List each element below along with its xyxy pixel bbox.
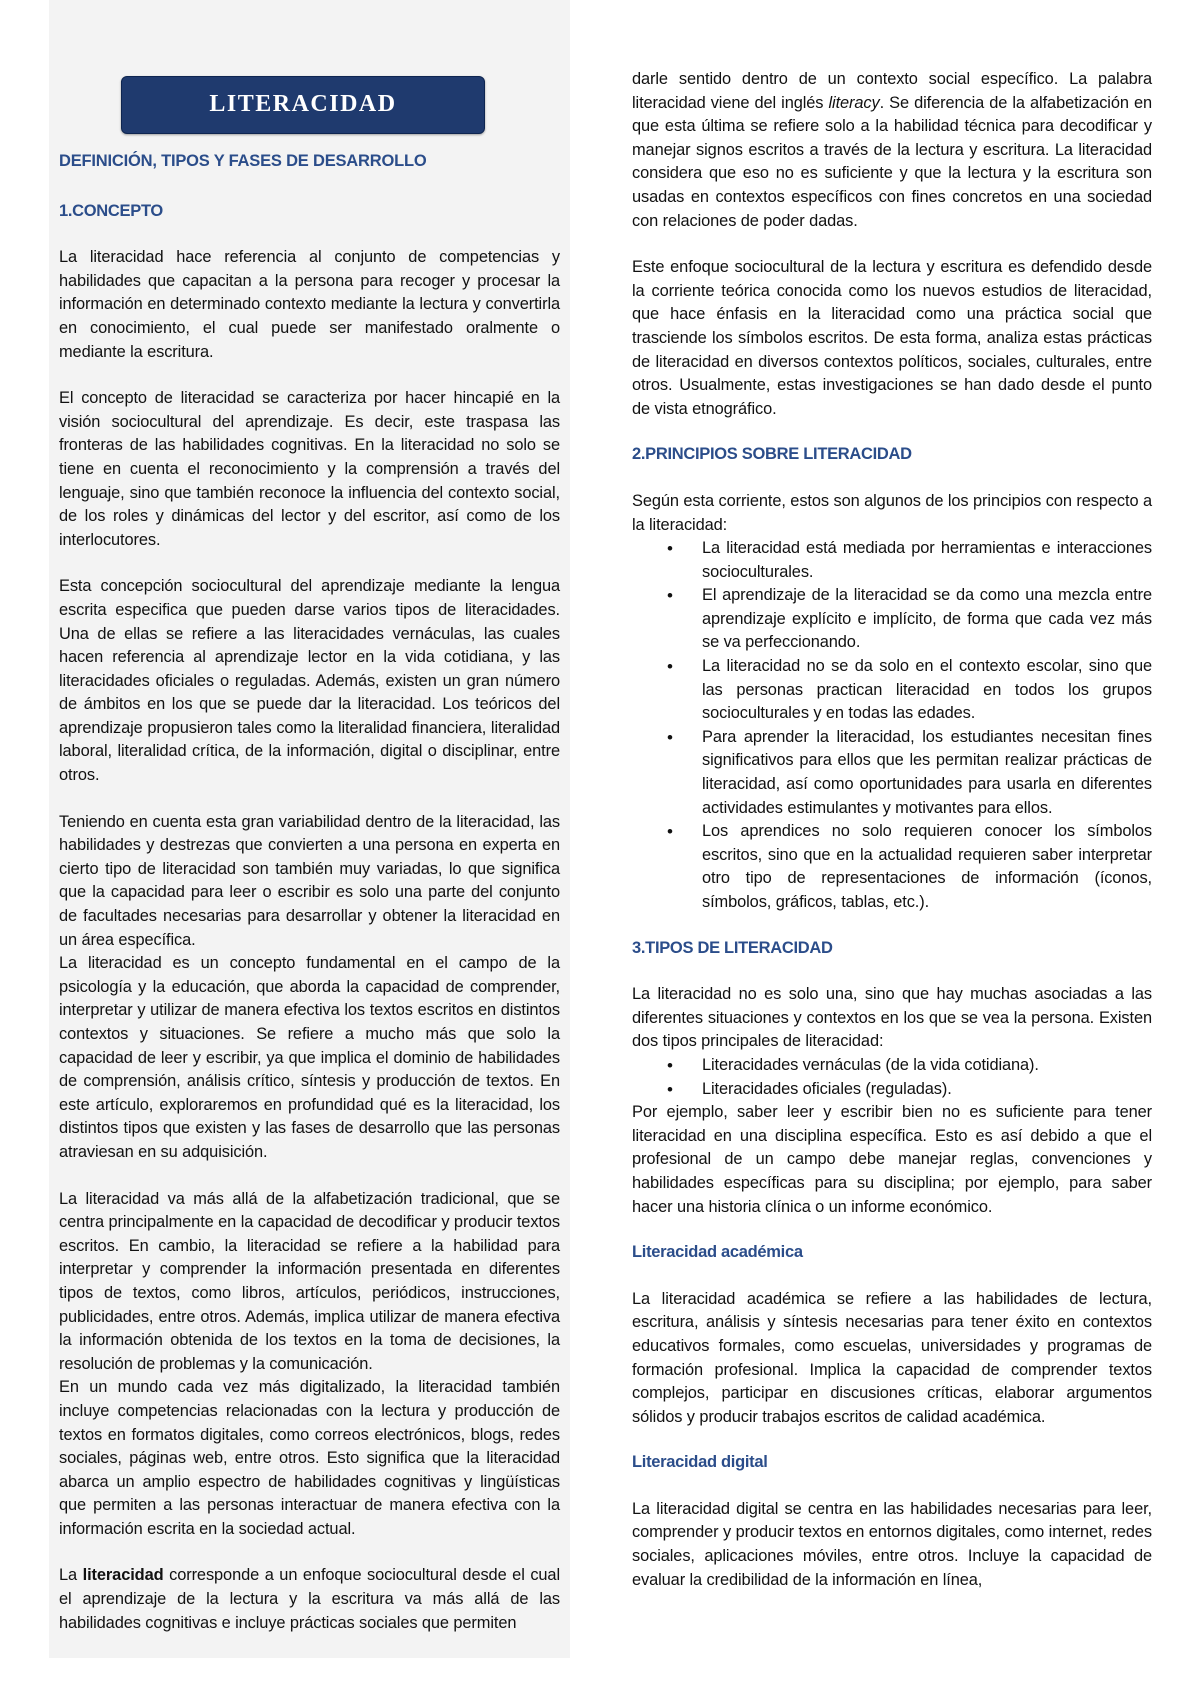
section-heading-tipos: 3.TIPOS DE LITERACIDAD: [632, 938, 833, 957]
text-run: corresponde a un enfoque sociocultural desde el cual el aprendizaje de la lectura y la escritura va más allá de las habilidades cognitivas e incluye prácticas sociales que permiten: [59, 1566, 560, 1632]
list-item: • El aprendizaje de la literacidad se da como una mezcla entre aprendizaje explícito e implícito, de forma que cada vez más se va perfeccionando.: [702, 584, 1152, 655]
list-item: • Literacidades vernáculas (de la vida cotidiana).: [702, 1054, 1152, 1078]
paragraph: En un mundo cada vez más digitalizado, la literacidad también incluye competencias relacionadas con la lectura y producción de textos en formatos digitales, como correos electrónicos, blogs, redes sociales, páginas web, entre otros. Esto significa que la literacidad abarca un amplio espectro de habilidades cognitivas y lingüísticas que permiten a las personas interactuar de manera efectiva con la información escrita en la sociedad actual.: [59, 1378, 560, 1538]
document-subtitle: DEFINICIÓN, TIPOS Y FASES DE DESARROLLO: [59, 152, 427, 170]
paragraph: La literacidad va más allá de la alfabetización tradicional, que se centra principalmente en la capacidad de decodificar y producir textos escritos. En cambio, la literacidad se refiere a la habilidad para interpretar y comprender la información presentada en diferentes tipos de textos, como libros, artículos, periódicos, instrucciones, publicidades, entre otros. Además, implica utilizar de manera efectiva la información obtenida de los textos en la toma de decisiones, la resolución de problemas y la comunicación.: [59, 1189, 560, 1373]
subheading-academica: Literacidad académica: [632, 1243, 803, 1262]
list-item: • Literacidades oficiales (reguladas).: [702, 1078, 1152, 1102]
text-run: . Se diferencia de la alfabetización en que esta última se refiere solo a la habilidad técnica para decodificar y manejar signos escritos a través de la lectura y escritura. La literacidad considera que eso no es suficiente y que la lectura y la escritura son usadas en contextos específicos con fines concretos en una sociedad con relaciones de poder dadas.: [632, 93, 1152, 230]
section-heading-concepto: 1.CONCEPTO: [59, 201, 163, 220]
right-column: [632, 0, 1152, 1592]
paragraph: [632, 68, 1152, 233]
paragraph: Este enfoque sociocultural de la lectura y escritura es defendido desde la corriente teórica conocida como los nuevos estudios de literacidad, que hace énfasis en la literacidad como una práctica social que trasciende los símbolos escritos. De esta forma, analiza estas prácticas de literacidad en diversos contextos políticos, sociales, culturales, entre otros. Usualmente, estas investigaciones se han dado desde el punto de vista etnográfico.: [632, 258, 1152, 418]
list-item: • La literacidad no se da solo en el contexto escolar, sino que las personas practican literacidad en todos los grupos socioculturales y en todas las edades.: [702, 655, 1152, 726]
paragraph: El concepto de literacidad se caracteriza por hacer hincapié en la visión sociocultural del aprendizaje. Es decir, este traspasa las fronteras de las habilidades cognitivas. En la literacidad no solo se tiene en cuenta el reconocimiento y la comprensión a través del lenguaje, sino que también reconoce la influencia del contexto social, de los roles y dinámicas del lector y del escritor, así como de los interlocutores.: [59, 389, 560, 549]
paragraph: La literacidad hace referencia al conjunto de competencias y habilidades que capacitan a la persona para recoger y procesar la información en determinado contexto mediante la lectura y convertirla en conocimiento, el cual puede ser manifestado oralmente o mediante la escritura.: [59, 248, 560, 361]
paragraph: Esta concepción sociocultural del aprendizaje mediante la lengua escrita especifica que pueden darse varios tipos de literacidades. Una de ellas se refiere a las literacidades vernáculas, las cuales hacen referencia al aprendizaje lector en la vida cotidiana, y las literacidades oficiales o reguladas. Además, existen un gran número de ámbitos en los que se puede dar la literacidad. Los teóricos del aprendizaje propusieron tales como la literalidad financiera, literalidad laboral, literalidad crítica, de la información, digital o disciplinar, entre otros.: [59, 577, 560, 785]
paragraph: [59, 1564, 560, 1635]
document-title: LITERACIDAD: [209, 91, 397, 118]
paragraph: La literacidad académica se refiere a las habilidades de lectura, escritura, análisis y síntesis necesarias para tener éxito en contextos educativos formales, como escuelas, universidades y programas de formación profesional. Implica la capacidad de comprender textos complejos, participar en discusiones críticas, elaborar argumentos sólidos y producir trabajos escritos de calidad académica.: [632, 1289, 1152, 1426]
paragraph: Teniendo en cuenta esta gran variabilidad dentro de la literacidad, las habilidades y destrezas que convierten a una persona en experta en cierto tipo de literacidad son también muy variadas, lo que significa que la capacidad para leer o escribir es solo una parte del conjunto de facultades necesarias para desarrollar y obtener la literacidad en un área específica.: [59, 812, 560, 949]
section-heading-principios: 2.PRINCIPIOS SOBRE LITERACIDAD: [632, 445, 912, 464]
list-item: • La literacidad está mediada por herramientas e interacciones socioculturales.: [702, 537, 1152, 584]
types-list: [632, 1054, 1152, 1101]
list-item: • Para aprender la literacidad, los estudiantes necesitan fines significativos para ellos que les permitan realizar prácticas de literacidad, así como oportunidades para usarla en diferentes actividades estimulantes y motivantes para ellos.: [702, 726, 1152, 820]
text-run: darle sentido dentro de un contexto social específico. La palabra literacidad viene del inglés: [632, 70, 1152, 112]
paragraph: La literacidad es un concepto fundamental en el campo de la psicología y la educación, que aborda la capacidad de comprender, interpretar y utilizar de manera efectiva los textos escritos en distintos contextos y situaciones. Se refiere a mucho más que solo la capacidad de leer y escribir, ya que implica el dominio de habilidades de comprensión, análisis crítico, síntesis y producción de textos. En este artículo, exploraremos en profundidad qué es la literacidad, los distintos tipos que existen y las fases de desarrollo que las personas atraviesan en su adquisición.: [59, 954, 560, 1161]
list-item: • Los aprendices no solo requieren conocer los símbolos escritos, sino que en la actualidad requieren saber interpretar otro tipo de representaciones de información (íconos, símbolos, gráficos, tablas, etc.).: [702, 820, 1152, 914]
paragraph: Por ejemplo, saber leer y escribir bien no es suficiente para tener literacidad en una disciplina específica. Esto es así debido a que el profesional de un campo debe manejar reglas, convenciones y habilidades específicas para su disciplina; por ejemplo, para saber hacer una historia clínica o un informe económico.: [632, 1103, 1152, 1216]
left-column: [49, 0, 570, 1658]
bold-term: literacidad: [82, 1566, 164, 1585]
paragraph: La literacidad no es solo una, sino que hay muchas asociadas a las diferentes situaciones y contextos en los que se vea la persona. Existen dos tipos principales de literacidad:: [632, 985, 1152, 1051]
text-run: La: [59, 1566, 83, 1585]
principles-list: [632, 537, 1152, 915]
title-banner: [121, 76, 485, 134]
paragraph: La literacidad digital se centra en las habilidades necesarias para leer, comprender y producir textos en entornos digitales, como internet, redes sociales, aplicaciones móviles, entre otros. Incluye la capacidad de evaluar la credibilidad de la información en línea,: [632, 1499, 1152, 1589]
subheading-digital: Literacidad digital: [632, 1453, 768, 1472]
paragraph: Según esta corriente, estos son algunos de los principios con respecto a la literacidad:: [632, 491, 1152, 534]
italic-term: literacy: [828, 93, 880, 112]
